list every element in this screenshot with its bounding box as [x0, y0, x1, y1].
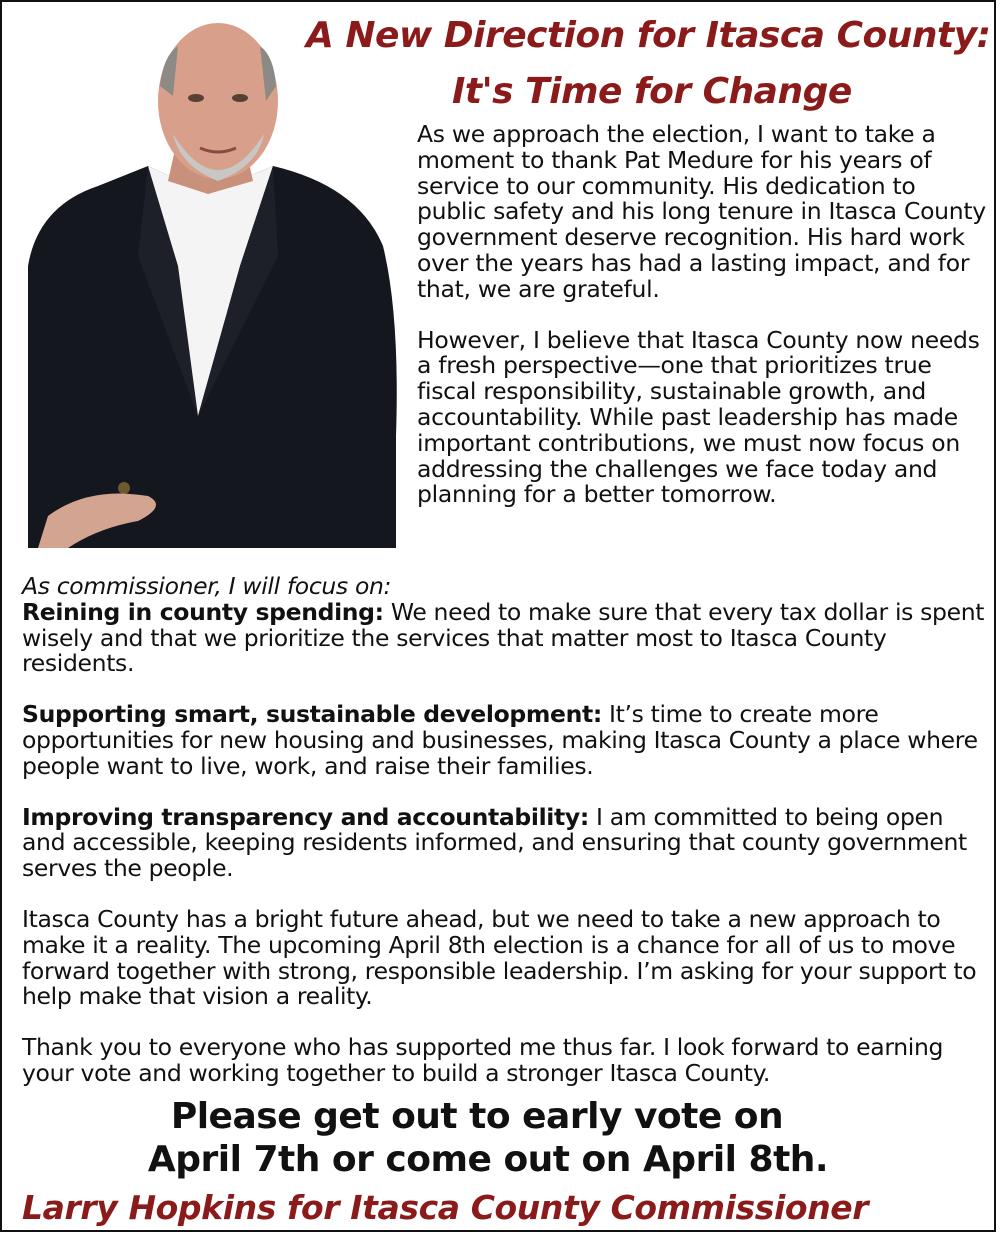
candidate-photo: [28, 16, 398, 548]
closing-paragraph-thanks: Thank you to everyone who has supported me thus far. I look forward to earning your vote and working together to build a stronger Itasca County.: [22, 1033, 944, 1087]
focus-item-transparency: [22, 802, 990, 883]
focus-intro: As commissioner, I will focus on:: [22, 572, 392, 600]
call-to-action-line-1: Please get out to early vote on: [170, 1096, 784, 1137]
focus-item-text: We need to make sure that every tax dollar is spent wisely and that we prioritize the services that matter most to Itasca County residents.: [22, 597, 985, 678]
focus-item-text: I am committed to being open and accessible, keeping residents informed, and ensuring that county government serves the people.: [22, 802, 967, 883]
focus-item-title: Supporting smart, sustainable development:: [22, 700, 602, 729]
platform-section: [22, 574, 990, 1087]
focus-item-text: It’s time to create more opportunities for new housing and businesses, making Itasca County a place where people want to live, work, and raise their families.: [22, 700, 978, 780]
focus-item-spending: [22, 597, 990, 678]
call-to-action-line-2: April 7th or come out on April 8th.: [147, 1139, 829, 1180]
focus-item-title: Reining in county spending:: [22, 597, 384, 626]
intro-paragraph-thanks: As we approach the election, I want to take a moment to thank Pat Medure for his years of service to our community. His dedication to public safety and his long tenure in Itasca County government deserve recognition. His hard work over the years has had a lasting impact, and for that, we are grateful.: [417, 120, 986, 303]
intro-paragraph-new-perspective: However, I believe that Itasca County now needs a fresh perspective—one that prioritizes true fiscal responsibility, sustainable growth, and accountability. While past leadership has made important contributions, we must now focus on addressing the challenges we face today and planning for a better tomorrow.: [417, 325, 980, 509]
focus-item-title: Improving transparency and accountability:: [22, 802, 589, 831]
intro-section: [417, 122, 987, 508]
headline-line-1: A New Direction for Itasca County:: [306, 15, 991, 56]
campaign-tagline: Larry Hopkins for Itasca County Commissioner: [22, 1188, 869, 1227]
focus-item-development: [22, 702, 990, 779]
closing-paragraph-future: Itasca County has a bright future ahead, but we need to take a new approach to make it a reality. The upcoming April 8th election is a chance for all of us to move forward together with strong, responsible leadership. I’m asking for your support to help make that vision a reality.: [22, 904, 977, 1011]
headline-line-2: It's Time for Change: [452, 71, 852, 112]
